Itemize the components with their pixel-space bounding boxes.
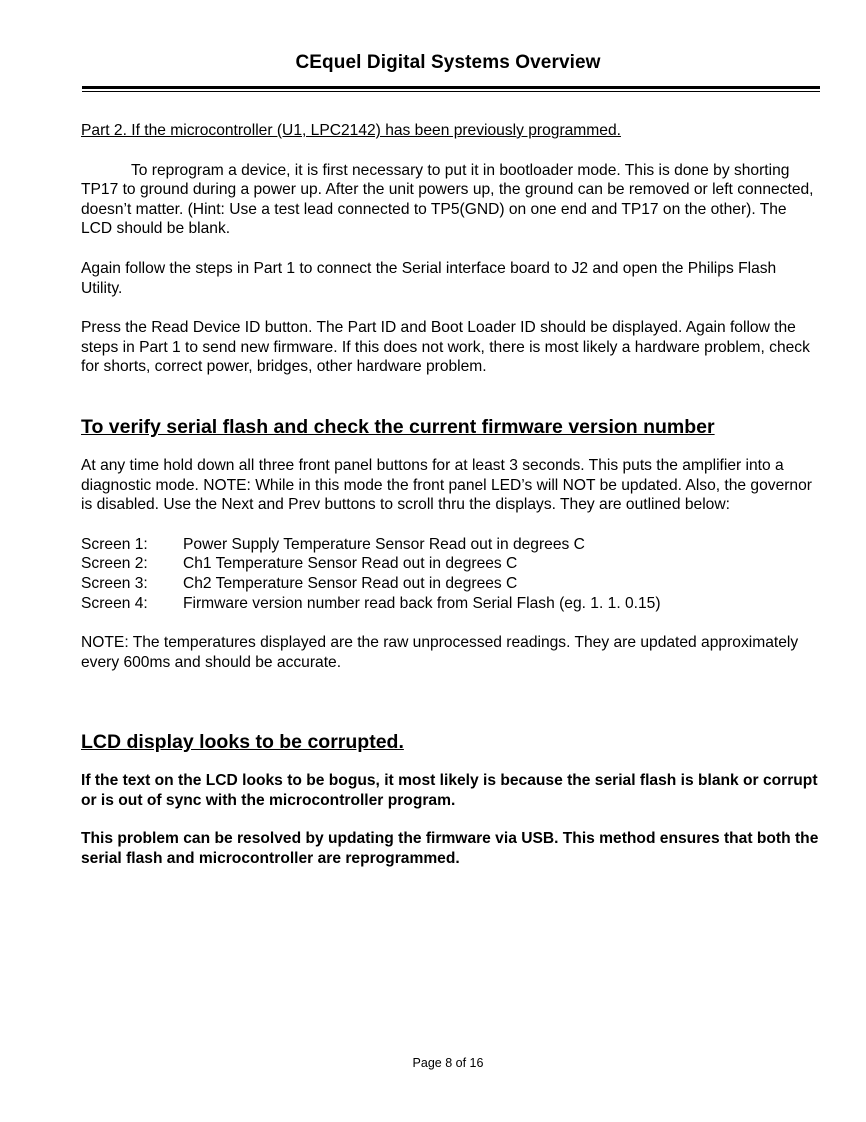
verify-intro-paragraph: At any time hold down all three front panel buttons for at least 3 seconds. This puts the amplifier into a diagnostic mode. NOTE: While in this mode the front panel LED’s will NOT be updated. Also, the governor is disabled. Use the Next and Prev buttons to scroll thru the displays. They are outlined below: (81, 456, 812, 514)
document-body (81, 121, 821, 869)
screen-description: Power Supply Temperature Sensor Read out in degrees C (183, 535, 585, 553)
part2-heading: Part 2. If the microcontroller (U1, LPC2142) has been previously programmed. (81, 122, 621, 139)
screen-label: Screen 2: (81, 555, 148, 573)
header-rule-thick (82, 86, 820, 89)
screen-list (81, 535, 821, 613)
page-number: Page 8 of 16 (412, 1056, 484, 1070)
header-rule-thin (82, 91, 820, 92)
lcd-paragraph-usb: This problem can be resolved by updating the firmware via USB. This method ensures that both the serial flash and microcontroller are reprogrammed. (81, 830, 819, 868)
verify-note-paragraph: NOTE: The temperatures displayed are the raw unprocessed readings. They are updated approximately every 600ms and should be accurate. (81, 634, 799, 671)
lcd-section-heading: LCD display looks to be corrupted. (81, 731, 404, 754)
screen-row (81, 594, 821, 614)
part2-paragraph-bootloader: To reprogram a device, it is first necessary to put it in bootloader mode. This is done by shorting TP17 to ground during a power up. After the unit powers up, the ground can be removed or left connected, doesn’t matter. (Hint: Use a test lead connected to TP5(GND) on one end and TP17 on the other). The LCD should be blank. (81, 161, 814, 238)
screen-row (81, 574, 821, 594)
page-title: CEquel Digital Systems Overview (295, 52, 601, 73)
lcd-paragraph-bogus: If the text on the LCD looks to be bogus, it most likely is because the serial flash is blank or corrupt or is out of sync with the microcontroller program. (81, 772, 818, 810)
screen-description: Ch1 Temperature Sensor Read out in degrees C (183, 555, 518, 573)
screen-row (81, 554, 821, 574)
screen-label: Screen 4: (81, 594, 148, 612)
screen-label: Screen 3: (81, 574, 148, 592)
screen-label: Screen 1: (81, 535, 148, 553)
part2-paragraph-read-id: Press the Read Device ID button. The Part ID and Boot Loader ID should be displayed. Again follow the steps in Part 1 to send new firmware. If this does not work, there is most likely a hardware problem, check for shorts, correct power, bridges, other hardware problem. (81, 319, 810, 376)
screen-description: Firmware version number read back from Serial Flash (eg. 1. 1. 0.15) (183, 594, 661, 612)
verify-section-heading: To verify serial flash and check the current firmware version number (81, 415, 715, 438)
screen-description: Ch2 Temperature Sensor Read out in degrees C (183, 574, 518, 592)
part2-paragraph-serial: Again follow the steps in Part 1 to connect the Serial interface board to J2 and open the Philips Flash Utility. (81, 259, 777, 297)
screen-row (81, 535, 821, 555)
